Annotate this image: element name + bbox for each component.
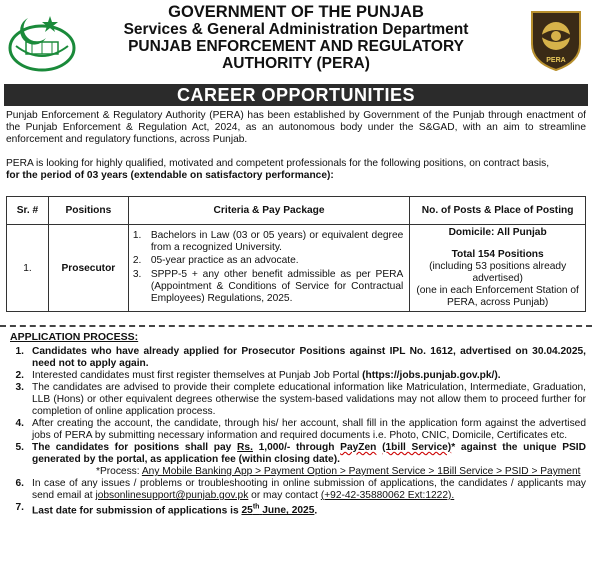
criteria-item: 2. 05-year practice as an advocate.: [132, 255, 299, 267]
criteria-item: 3. SPPP-5 + any other benefit admissible as per PERA (Appointment & Conditions of Service for Contractual Employees) Regulations, 2025.: [132, 268, 404, 304]
criteria-item: 1. Bachelors in Law (03 or 05 years) or equivalent degree from a recognized University.: [132, 229, 404, 254]
payment-process-steps: Any Mobile Banking App > Payment Option > Payment Service > 1Bill Service > PSID > Payment: [141, 466, 581, 477]
table-header-row: [7, 197, 586, 225]
header-titles: [90, 4, 502, 72]
row-sr: 1.: [7, 225, 49, 312]
row-criteria: [128, 225, 409, 312]
pera-badge-label: PERA: [546, 57, 566, 64]
station-text: (one in each Enforcement Station of PERA, across Punjab): [416, 285, 579, 308]
punjab-government-emblem-icon: [6, 8, 78, 74]
positions-paragraph-text: PERA is looking for highly qualified, motivated and competent professionals for the following positions, on contract basis,: [6, 158, 550, 169]
header: [0, 0, 592, 84]
header-line-authority: PUNJAB ENFORCEMENT AND REGULATORY: [128, 38, 464, 55]
row-posts: [410, 225, 586, 312]
already-advertised-text: (including 53 positions already advertised): [429, 261, 567, 284]
intro-paragraph: Punjab Enforcement & Regulatory Authority (PERA) has been established by Government of the Punjab through enactment of the Punjab Enforcement & Regulation Act, 2024, as an autonomous body under the S&GAD, with an aim to streamline enforcement and regulatory functions, across Punjab.: [6, 110, 586, 146]
list-item: 4. After creating the account, the candidate, through his/ her account, shall fill in the application form against the advertised jobs of PERA by submitting necessary information and required documents i.e. Photo, CNIC, Domicile, Certificates etc.: [15, 418, 586, 441]
list-item: 6. In case of any issues / problems or troubleshooting in online submission of applications, the candidates / applicants may send email at jobsonlinesupport@punjab.gov.pk or may contact (+92-42-35880062 Ext:1222).: [15, 478, 586, 501]
last-date: 25th June, 2025: [241, 504, 315, 517]
support-phone[interactable]: (+92-42-35880062 Ext:1222).: [320, 490, 455, 501]
list-item: 2. Interested candidates must first register themselves at Punjab Job Portal (https://jobs.punjab.gov.pk/).: [15, 370, 501, 381]
row-position: Prosecutor: [48, 225, 128, 312]
positions-table: [6, 196, 586, 312]
contract-period-text: for the period of 03 years (extendable on satisfactory performance):: [6, 170, 334, 182]
positions-paragraph: [6, 158, 586, 182]
section-divider: [0, 325, 592, 327]
header-line-government: GOVERNMENT OF THE PUNJAB: [168, 3, 424, 21]
header-criteria: Criteria & Pay Package: [128, 197, 409, 225]
header-line-pera: AUTHORITY (PERA): [222, 55, 370, 72]
pera-badge-icon: [526, 6, 586, 72]
list-item: 7. Last date for submission of applications is 25th June, 2025.: [15, 502, 318, 517]
total-positions-text: Total 154 Positions: [451, 249, 544, 260]
list-item: 3. The candidates are advised to provide their complete educational information like Matriculation, Intermediate, Graduation, LLB (Hons) or other equivalent degrees otherwise the system-based validations may not allow them to proceed further for completion of online application process.: [15, 382, 586, 417]
domicile-text: Domicile: All Punjab: [448, 227, 547, 238]
support-email-link[interactable]: jobsonlinesupport@punjab.gov.pk: [95, 490, 249, 501]
job-portal-link[interactable]: (https://jobs.punjab.gov.pk/).: [362, 370, 501, 381]
table-row: [7, 225, 586, 312]
application-process-title: APPLICATION PROCESS:: [10, 331, 139, 343]
header-posts: No. of Posts & Place of Posting: [410, 197, 586, 225]
payment-process: *Process: Any Mobile Banking App > Payment Option > Payment Service > 1Bill Service > PSID > Payment: [96, 466, 581, 477]
career-opportunities-banner: CAREER OPPORTUNITIES: [4, 84, 588, 106]
list-item: 5. The candidates for positions shall pay Rs. 1,000/- through PayZen (1bill Service)* against the unique PSID generated by the portal, as application fee (within closing date).: [15, 442, 586, 465]
header-sr: Sr. #: [7, 197, 49, 225]
header-positions: Positions: [48, 197, 128, 225]
header-line-department: Services & General Administration Department: [123, 21, 469, 38]
application-process: [6, 331, 586, 517]
list-item: 1. Candidates who have already applied for Prosecutor Positions against IPL No. 1612, advertised on 30.04.2025, need not to apply again.: [15, 346, 586, 369]
